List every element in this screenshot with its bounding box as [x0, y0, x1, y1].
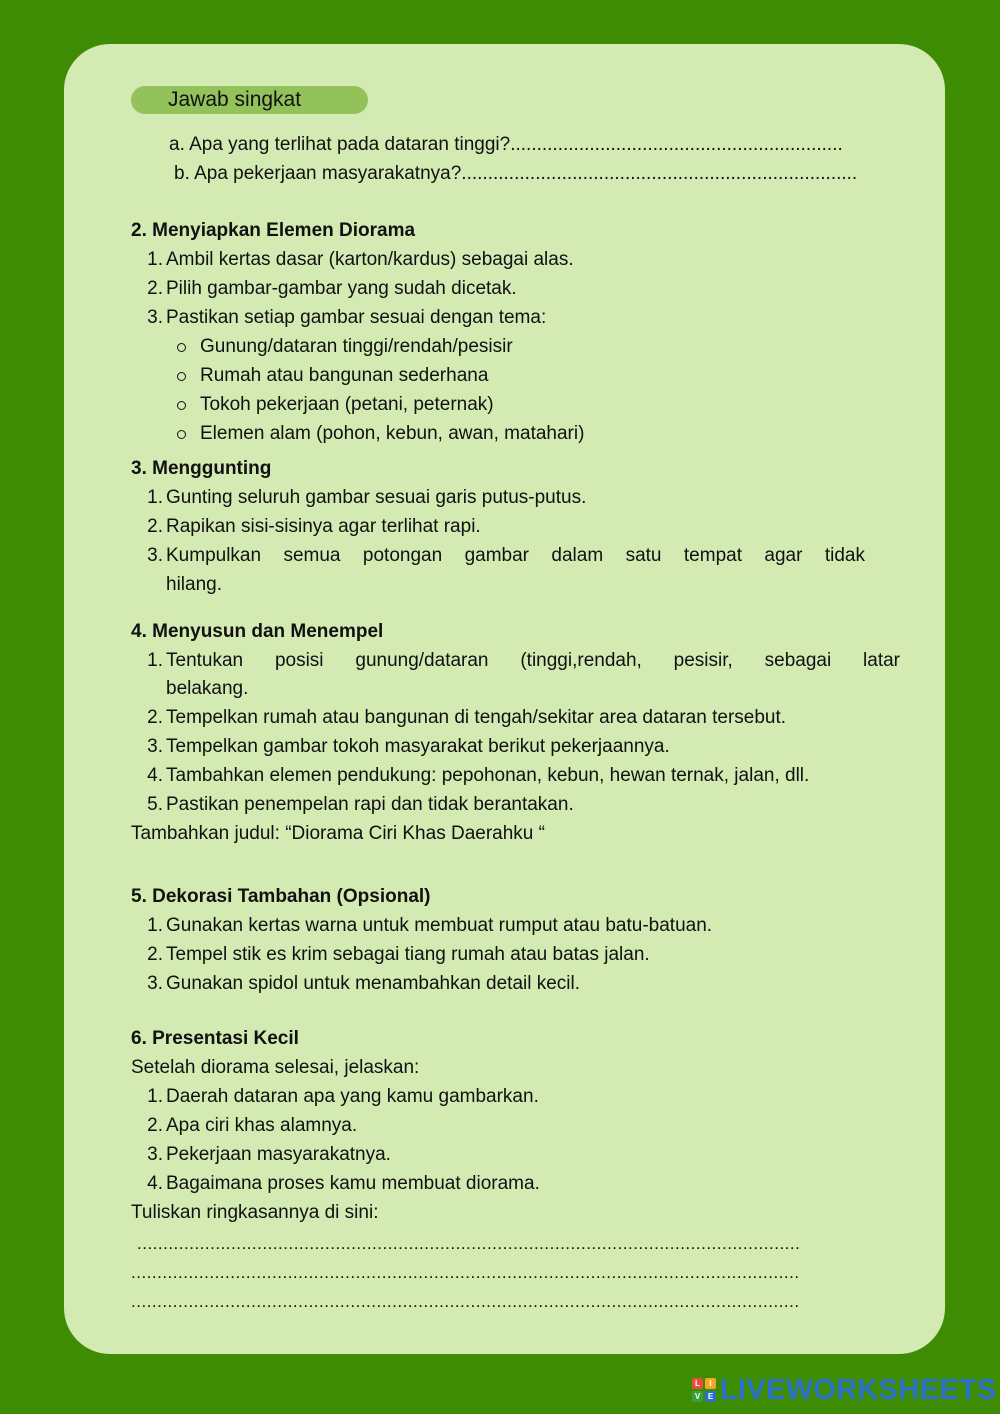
question-b-label: b. Apa pekerjaan masyarakatnya? — [174, 163, 462, 184]
list-item-continuation: hilang. — [166, 574, 222, 595]
list-item: Daerah dataran apa yang kamu gambarkan. — [166, 1086, 539, 1107]
question-a-label: a. Apa yang terlihat pada dataran tinggi? — [169, 134, 511, 155]
list-number: 2. — [147, 278, 163, 299]
section-3-title: 3. Menggunting — [131, 458, 272, 479]
list-item: Pastikan penempelan rapi dan tidak berantakan. — [166, 794, 574, 815]
question-b — [174, 162, 857, 186]
bullet-circle-icon — [177, 343, 186, 352]
logo-letter: L — [692, 1378, 703, 1389]
bullet-circle-icon — [177, 401, 186, 410]
list-item: Kumpulkan semua potongan gambar dalam satu tempat agar tidak — [166, 545, 865, 566]
list-item: Tentukan posisi gunung/dataran (tinggi,rendah, pesisir, sebagai latar — [166, 650, 900, 671]
list-item-continuation: belakang. — [166, 678, 249, 699]
bullet-item: Gunung/dataran tinggi/rendah/pesisir — [200, 336, 513, 357]
list-number: 1. — [147, 915, 163, 936]
list-item: Gunting seluruh gambar sesuai garis putus-putus. — [166, 487, 587, 508]
list-number: 3. — [147, 307, 163, 328]
list-number: 3. — [147, 973, 163, 994]
list-item: Tambahkan elemen pendukung: pepohonan, kebun, hewan ternak, jalan, dll. — [166, 765, 810, 786]
section-5-title: 5. Dekorasi Tambahan (Opsional) — [131, 886, 431, 907]
list-item: Ambil kertas dasar (karton/kardus) sebagai alas. — [166, 249, 574, 270]
question-a — [169, 133, 843, 157]
list-number: 1. — [147, 1086, 163, 1107]
list-item: Tempelkan rumah atau bangunan di tengah/sekitar area dataran tersebut. — [166, 707, 787, 728]
list-item: Apa ciri khas alamnya. — [166, 1115, 358, 1136]
bullet-item: Rumah atau bangunan sederhana — [200, 365, 489, 386]
bullet-circle-icon — [177, 372, 186, 381]
bullet-item: Tokoh pekerjaan (petani, peternak) — [200, 394, 494, 415]
bullet-item: Elemen alam (pohon, kebun, awan, matahari) — [200, 423, 585, 444]
list-number: 2. — [147, 707, 163, 728]
list-number: 3. — [147, 1144, 163, 1165]
list-number: 5. — [147, 794, 163, 815]
list-item: Tempel stik es krim sebagai tiang rumah atau batas jalan. — [166, 944, 650, 965]
list-number: 3. — [147, 736, 163, 757]
list-item: Gunakan kertas warna untuk membuat rumput atau batu-batuan. — [166, 915, 713, 936]
list-item: Pilih gambar-gambar yang sudah dicetak. — [166, 278, 517, 299]
liveworksheets-logo-icon — [692, 1378, 716, 1402]
logo-letter: V — [692, 1391, 703, 1402]
section-2-title: 2. Menyiapkan Elemen Diorama — [131, 220, 416, 241]
answer-b-dots[interactable]: ........................................................................... — [461, 163, 858, 184]
section-6-intro: Setelah diorama selesai, jelaskan: — [131, 1057, 420, 1078]
section-6-title: 6. Presentasi Kecil — [131, 1028, 299, 1049]
list-number: 3. — [147, 545, 163, 566]
section-4-title: 4. Menyusun dan Menempel — [131, 621, 384, 642]
list-item: Gunakan spidol untuk menambahkan detail kecil. — [166, 973, 581, 994]
list-number: 1. — [147, 650, 163, 671]
list-item: Tempelkan gambar tokoh masyarakat berikut pekerjaannya. — [166, 736, 670, 757]
liveworksheets-brand[interactable] — [692, 1374, 997, 1406]
section-6-outro: Tuliskan ringkasannya di sini: — [131, 1202, 379, 1223]
logo-letter: E — [705, 1391, 716, 1402]
answer-line[interactable]: ............................................................................................................................... — [137, 1234, 801, 1253]
list-number: 4. — [147, 1173, 163, 1194]
list-number: 2. — [147, 944, 163, 965]
list-number: 2. — [147, 516, 163, 537]
list-number: 1. — [147, 249, 163, 270]
answer-line[interactable]: ................................................................................................................................ — [131, 1292, 800, 1311]
section-4-footer: Tambahkan judul: “Diorama Ciri Khas Daerahku “ — [131, 823, 545, 844]
list-item: Pekerjaan masyarakatnya. — [166, 1144, 391, 1165]
answer-a-dots[interactable]: ............................................................... — [510, 134, 843, 155]
list-item: Bagaimana proses kamu membuat diorama. — [166, 1173, 540, 1194]
bullet-circle-icon — [177, 430, 186, 439]
section-pill-heading: Jawab singkat — [131, 86, 368, 114]
list-number: 1. — [147, 487, 163, 508]
list-item: Rapikan sisi-sisinya agar terlihat rapi. — [166, 516, 481, 537]
list-number: 4. — [147, 765, 163, 786]
logo-letter: I — [705, 1378, 716, 1389]
brand-name: LIVEWORKSHEETS — [720, 1373, 997, 1406]
answer-line[interactable]: ................................................................................................................................ — [131, 1263, 800, 1282]
list-item: Pastikan setiap gambar sesuai dengan tema: — [166, 307, 547, 328]
list-number: 2. — [147, 1115, 163, 1136]
